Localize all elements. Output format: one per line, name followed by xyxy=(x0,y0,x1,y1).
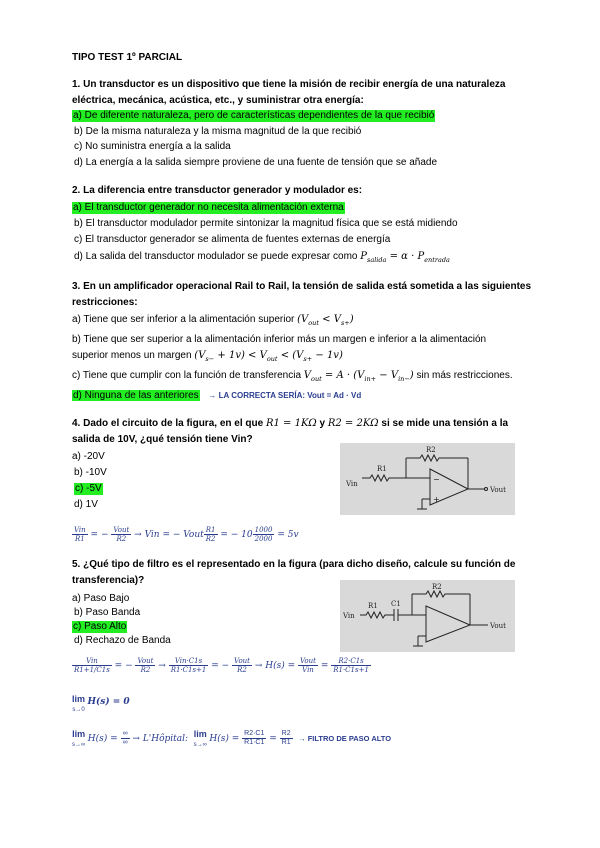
q3-option-c xyxy=(72,370,513,385)
q2-option-d xyxy=(74,251,450,266)
q4-stem-text-a: 4. Dado el circuito de la figura, en el que xyxy=(72,418,264,429)
q3-option-d-correct: d) Ninguna de las anteriores xyxy=(73,390,199,401)
q5-limit-infinity: lim s→∞ H(s) = $\frac{\infty}{\infty}$ → L'Hôpital: lim s→∞ H(s) = $\frac{R2\cdot C1}{R1\cdot C1}$ = $\frac{R2}{R1}$ → FILTRO DE PASO ALTO xyxy=(72,729,392,748)
q4-solution-equation: $\frac{\text{Vin}}{R1}$ = − $\frac{\text{Vout}}{R2}$ → Vin = − Vout $\frac{R1}{R2}$ = − 10 $\frac{1000}{2000}$ = 5v xyxy=(74,526,299,543)
q3-option-b-line2 xyxy=(72,350,343,365)
q5-option-d: d) Rechazo de Banda xyxy=(74,635,171,646)
q4-r1-value: R1 = 1KΩ xyxy=(265,418,317,429)
q4-stem-line1 xyxy=(72,418,508,430)
q4-stem-and: y xyxy=(319,418,326,429)
q2-option-b: b) El transductor modulador permite sintonizar la magnitud física que se está midiendo xyxy=(74,218,458,229)
q5-option-b: b) Paso Banda xyxy=(74,607,141,618)
q2-option-d-formula: $P_{salida} = \alpha \cdot P_{entrada}$ xyxy=(360,251,450,264)
q3-option-b-text: superior menos un margen xyxy=(72,350,192,361)
q3-stem-line2: restricciones: xyxy=(72,297,138,308)
q4-option-b: b) -10V xyxy=(74,467,107,478)
q2-option-c: c) El transductor generador se alimenta de fuentes externas de energía xyxy=(74,234,391,245)
q1-option-b: b) De la misma naturaleza y la misma magnitud de la que recibió xyxy=(74,126,362,137)
q4-stem-text-b: si se mide una tensión a la xyxy=(381,418,509,429)
q3-stem-line1: 3. En un amplificador operacional Rail to Rail, la tensión de salida está sometida a las siguientes xyxy=(72,281,532,292)
q4-fig-minus: − xyxy=(433,475,440,484)
q3-option-a-text: a) Tiene que ser inferior a la alimentación superior xyxy=(72,314,295,325)
q1-stem-line2: eléctrica, mecánica, acústica, etc., y suministrar otra energía: xyxy=(72,95,364,106)
q5-stem-line1: 5. ¿Qué tipo de filtro es el representado en la figura (para dicho diseño, calcule su función de xyxy=(72,559,516,570)
q1-stem-line1: 1. Un transductor es un dispositivo que tiene la misión de recibir energía de una naturaleza xyxy=(72,79,506,90)
q5-limit-zero: lim s→0 H(s) = 0 xyxy=(72,694,130,713)
q5-transfer-function-equation: $\frac{\text{Vin}}{R1+1/C1s}$ = − $\frac{\text{Vout}}{R2}$ → $\frac{\text{Vin·C1s}}{R1\cdot C1s+1}$ = − $\frac{\text{Vout}}{R2}$ → H(s) = $\frac{\text{Vout}}{\text{Vin}}$ = $\frac{R2\cdot C1s}{R1\cdot C1s+1}$ xyxy=(74,657,369,674)
q5-fig-c1-label: C1 xyxy=(391,600,401,608)
q4-stem-line2: salida de 10V, ¿qué tensión tiene Vin? xyxy=(72,434,253,445)
q3-option-b-line1: b) Tiene que ser superior a la alimentación inferior más un margen e inferior a la alimentación xyxy=(72,334,487,345)
page-title: TIPO TEST 1º PARCIAL xyxy=(72,52,183,63)
q4-inverting-amplifier-figure xyxy=(340,443,515,515)
q4-option-c-correct: c) -5V xyxy=(75,483,102,494)
q3-option-c-suffix: sin más restricciones. xyxy=(416,370,513,381)
q1-option-c: c) No suministra energía a la salida xyxy=(74,141,231,152)
q4-circuit-diagram xyxy=(340,443,515,515)
q1-option-a-correct: a) De diferente naturaleza, pero de características dependientes de la que recibió xyxy=(73,110,435,121)
q4-fig-plus: + xyxy=(433,495,440,504)
q4-fig-vin-label: Vin xyxy=(346,480,358,488)
q5-fig-r2-label: R2 xyxy=(432,583,442,591)
q5-fig-vin-label: Vin xyxy=(343,612,355,620)
q5-stem-line2: transferencia)? xyxy=(72,575,145,586)
q4-option-a: a) -20V xyxy=(72,451,105,462)
q4-option-d: d) 1V xyxy=(74,499,98,510)
q2-option-d-text: d) La salida del transductor modulador se puede expresar como xyxy=(74,251,358,262)
q5-option-c-correct: c) Paso Alto xyxy=(73,621,127,632)
q4-r2-value: R2 = 2KΩ xyxy=(327,418,379,429)
q3-correction-note: → LA CORRECTA SERÍA: Vout = Ad · Vd xyxy=(208,391,362,400)
q3-option-b-formula: $(V_{s-} + 1v) < V_{out} < (V_{s+} - 1v)$ xyxy=(194,350,343,363)
q4-fig-r2-label: R2 xyxy=(426,446,436,454)
q2-option-a-correct: a) El transductor generador no necesita alimentación externa xyxy=(73,202,344,213)
q4-fig-vout-label: Vout xyxy=(490,486,506,494)
q2-stem: 2. La diferencia entre transductor generador y modulador es: xyxy=(72,185,363,196)
q5-fig-vout-label: Vout xyxy=(490,622,506,630)
q3-option-a xyxy=(72,314,354,329)
q5-high-pass-filter-figure xyxy=(340,580,515,652)
q3-option-c-text: c) Tiene que cumplir con la función de transferencia xyxy=(72,370,302,381)
q3-option-c-formula: $V_{out} = A \cdot (V_{in+} - V_{in-})$ xyxy=(303,370,414,383)
q5-result: → FILTRO DE PASO ALTO xyxy=(298,733,392,743)
q4-fig-r1-label: R1 xyxy=(377,465,387,473)
q5-option-a: a) Paso Bajo xyxy=(72,593,130,604)
q3-option-d-row xyxy=(72,390,361,402)
q1-option-d: d) La energía a la salida siempre proviene de una fuente de tensión que se añade xyxy=(74,157,438,168)
q3-option-a-formula: $(V_{out} < V_{s+})$ xyxy=(297,314,354,327)
q5-circuit-diagram xyxy=(340,580,515,652)
q5-fig-r1-label: R1 xyxy=(368,602,378,610)
